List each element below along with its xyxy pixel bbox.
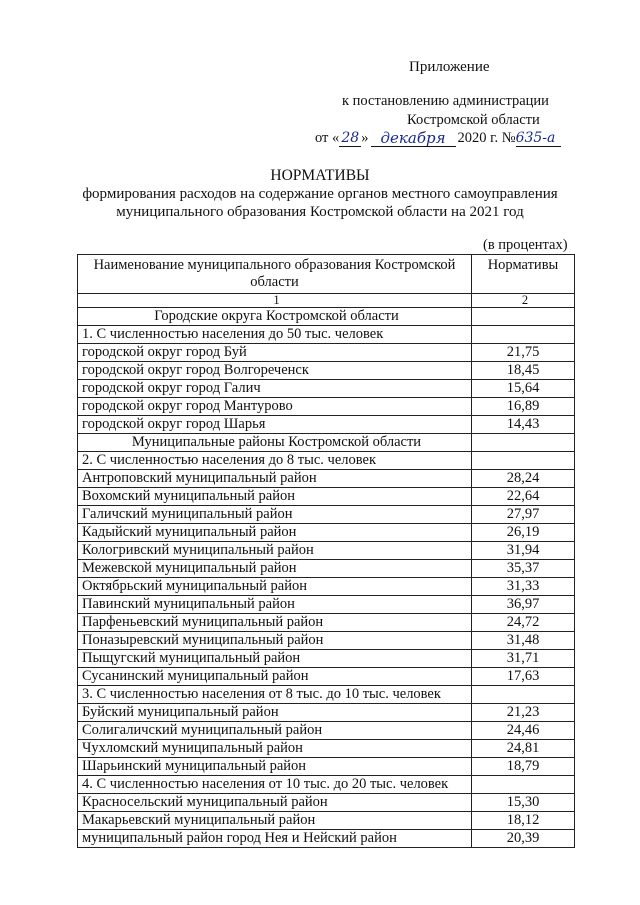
row-value: 17,63 [472, 668, 575, 686]
table-row [78, 830, 575, 848]
row-name: Парфеньевский муниципальный район [78, 614, 472, 632]
row-value: 27,97 [472, 506, 575, 524]
units-note: (в процентах) [483, 237, 568, 253]
table-row [78, 416, 575, 434]
row-value: 21,23 [472, 704, 575, 722]
column-index-1: 1 [78, 294, 472, 308]
column-index-2: 2 [472, 294, 575, 308]
row-value: 18,12 [472, 812, 575, 830]
group-row [78, 326, 575, 344]
group-row [78, 686, 575, 704]
table-row [78, 812, 575, 830]
group-row [78, 452, 575, 470]
row-value: 24,81 [472, 740, 575, 758]
table-row [78, 614, 575, 632]
date-mid: » [361, 130, 369, 146]
handwritten-day: 28 [339, 130, 361, 147]
table-row [78, 758, 575, 776]
row-name: Поназыревский муниципальный район [78, 632, 472, 650]
table-row [78, 398, 575, 416]
region-name: Костромской области [407, 112, 540, 128]
row-name: Пыщугский муниципальный район [78, 650, 472, 668]
row-value: 28,24 [472, 470, 575, 488]
row-value: 15,64 [472, 380, 575, 398]
row-value: 31,33 [472, 578, 575, 596]
row-value: 24,46 [472, 722, 575, 740]
row-value [472, 686, 575, 704]
section-row [78, 308, 575, 326]
row-name: Городские округа Костромской области [78, 308, 472, 326]
row-name: Шарьинский муниципальный район [78, 758, 472, 776]
table-row [78, 722, 575, 740]
row-value [472, 434, 575, 452]
table-row [78, 362, 575, 380]
row-value: 31,71 [472, 650, 575, 668]
row-value: 24,72 [472, 614, 575, 632]
table-row [78, 524, 575, 542]
row-value: 14,43 [472, 416, 575, 434]
row-value: 21,75 [472, 344, 575, 362]
appendix-label: Приложение [409, 59, 490, 75]
document-title: НОРМАТИВЫ [270, 167, 370, 184]
column-header-normatives: Нормативы [472, 255, 575, 294]
row-name: Чухломский муниципальный район [78, 740, 472, 758]
table-row [78, 542, 575, 560]
table-body [78, 308, 575, 848]
row-value: 36,97 [472, 596, 575, 614]
table-row [78, 740, 575, 758]
row-name: Вохомский муниципальный район [78, 488, 472, 506]
table-row [78, 704, 575, 722]
table-header-row [78, 255, 575, 294]
table-row [78, 632, 575, 650]
row-name: 1. С численностью населения до 50 тыс. человек [78, 326, 472, 344]
table-row [78, 668, 575, 686]
row-value: 31,48 [472, 632, 575, 650]
table-row [78, 794, 575, 812]
row-value [472, 776, 575, 794]
row-name: Муниципальные районы Костромской области [78, 434, 472, 452]
date-prefix: от « [315, 130, 340, 146]
column-header-name: Наименование муниципального образования Костромской области [78, 255, 472, 294]
table-row [78, 470, 575, 488]
table-row [78, 560, 575, 578]
section-row [78, 434, 575, 452]
table-row [78, 596, 575, 614]
table-row [78, 578, 575, 596]
column-index-row [78, 294, 575, 308]
row-name: городской округ город Галич [78, 380, 472, 398]
row-name: городской округ город Буй [78, 344, 472, 362]
row-name: городской округ город Мантурово [78, 398, 472, 416]
row-name: городской округ город Волгореченск [78, 362, 472, 380]
decree-reference: к постановлению администрации [342, 93, 549, 109]
row-value [472, 326, 575, 344]
row-name: 3. С численностью населения от 8 тыс. до 10 тыс. человек [78, 686, 472, 704]
row-name: 2. С численностью населения до 8 тыс. человек [78, 452, 472, 470]
document-subtitle-line1: формирования расходов на содержание органов местного самоуправления [82, 186, 558, 202]
row-value: 16,89 [472, 398, 575, 416]
row-name: Сусанинский муниципальный район [78, 668, 472, 686]
table-row [78, 488, 575, 506]
row-value [472, 308, 575, 326]
table-row [78, 380, 575, 398]
handwritten-doc-number: 635-а [516, 130, 561, 147]
row-name: Кадыйский муниципальный район [78, 524, 472, 542]
table-row [78, 650, 575, 668]
decree-date-line [315, 130, 561, 147]
row-name: Красносельский муниципальный район [78, 794, 472, 812]
handwritten-month: декабря [371, 130, 456, 147]
row-value: 18,79 [472, 758, 575, 776]
row-value: 18,45 [472, 362, 575, 380]
row-name: Галичский муниципальный район [78, 506, 472, 524]
table-row [78, 506, 575, 524]
row-name: Кологривский муниципальный район [78, 542, 472, 560]
row-value: 15,30 [472, 794, 575, 812]
table-row [78, 344, 575, 362]
row-value: 35,37 [472, 560, 575, 578]
row-name: Макарьевский муниципальный район [78, 812, 472, 830]
document-subtitle-line2: муниципального образования Костромской области на 2021 год [116, 204, 524, 220]
date-year: 2020 г. № [457, 130, 516, 146]
row-name: Антроповский муниципальный район [78, 470, 472, 488]
row-name: Октябрьский муниципальный район [78, 578, 472, 596]
row-value: 22,64 [472, 488, 575, 506]
row-value: 20,39 [472, 830, 575, 848]
row-name: Межевской муниципальный район [78, 560, 472, 578]
group-row [78, 776, 575, 794]
row-value: 26,19 [472, 524, 575, 542]
row-name: городской округ город Шарья [78, 416, 472, 434]
row-name: Буйский муниципальный район [78, 704, 472, 722]
row-name: муниципальный район город Нея и Нейский район [78, 830, 472, 848]
row-name: 4. С численностью населения от 10 тыс. до 20 тыс. человек [78, 776, 472, 794]
row-value [472, 452, 575, 470]
row-name: Павинский муниципальный район [78, 596, 472, 614]
row-value: 31,94 [472, 542, 575, 560]
normatives-table [77, 254, 575, 848]
row-name: Солигаличский муниципальный район [78, 722, 472, 740]
